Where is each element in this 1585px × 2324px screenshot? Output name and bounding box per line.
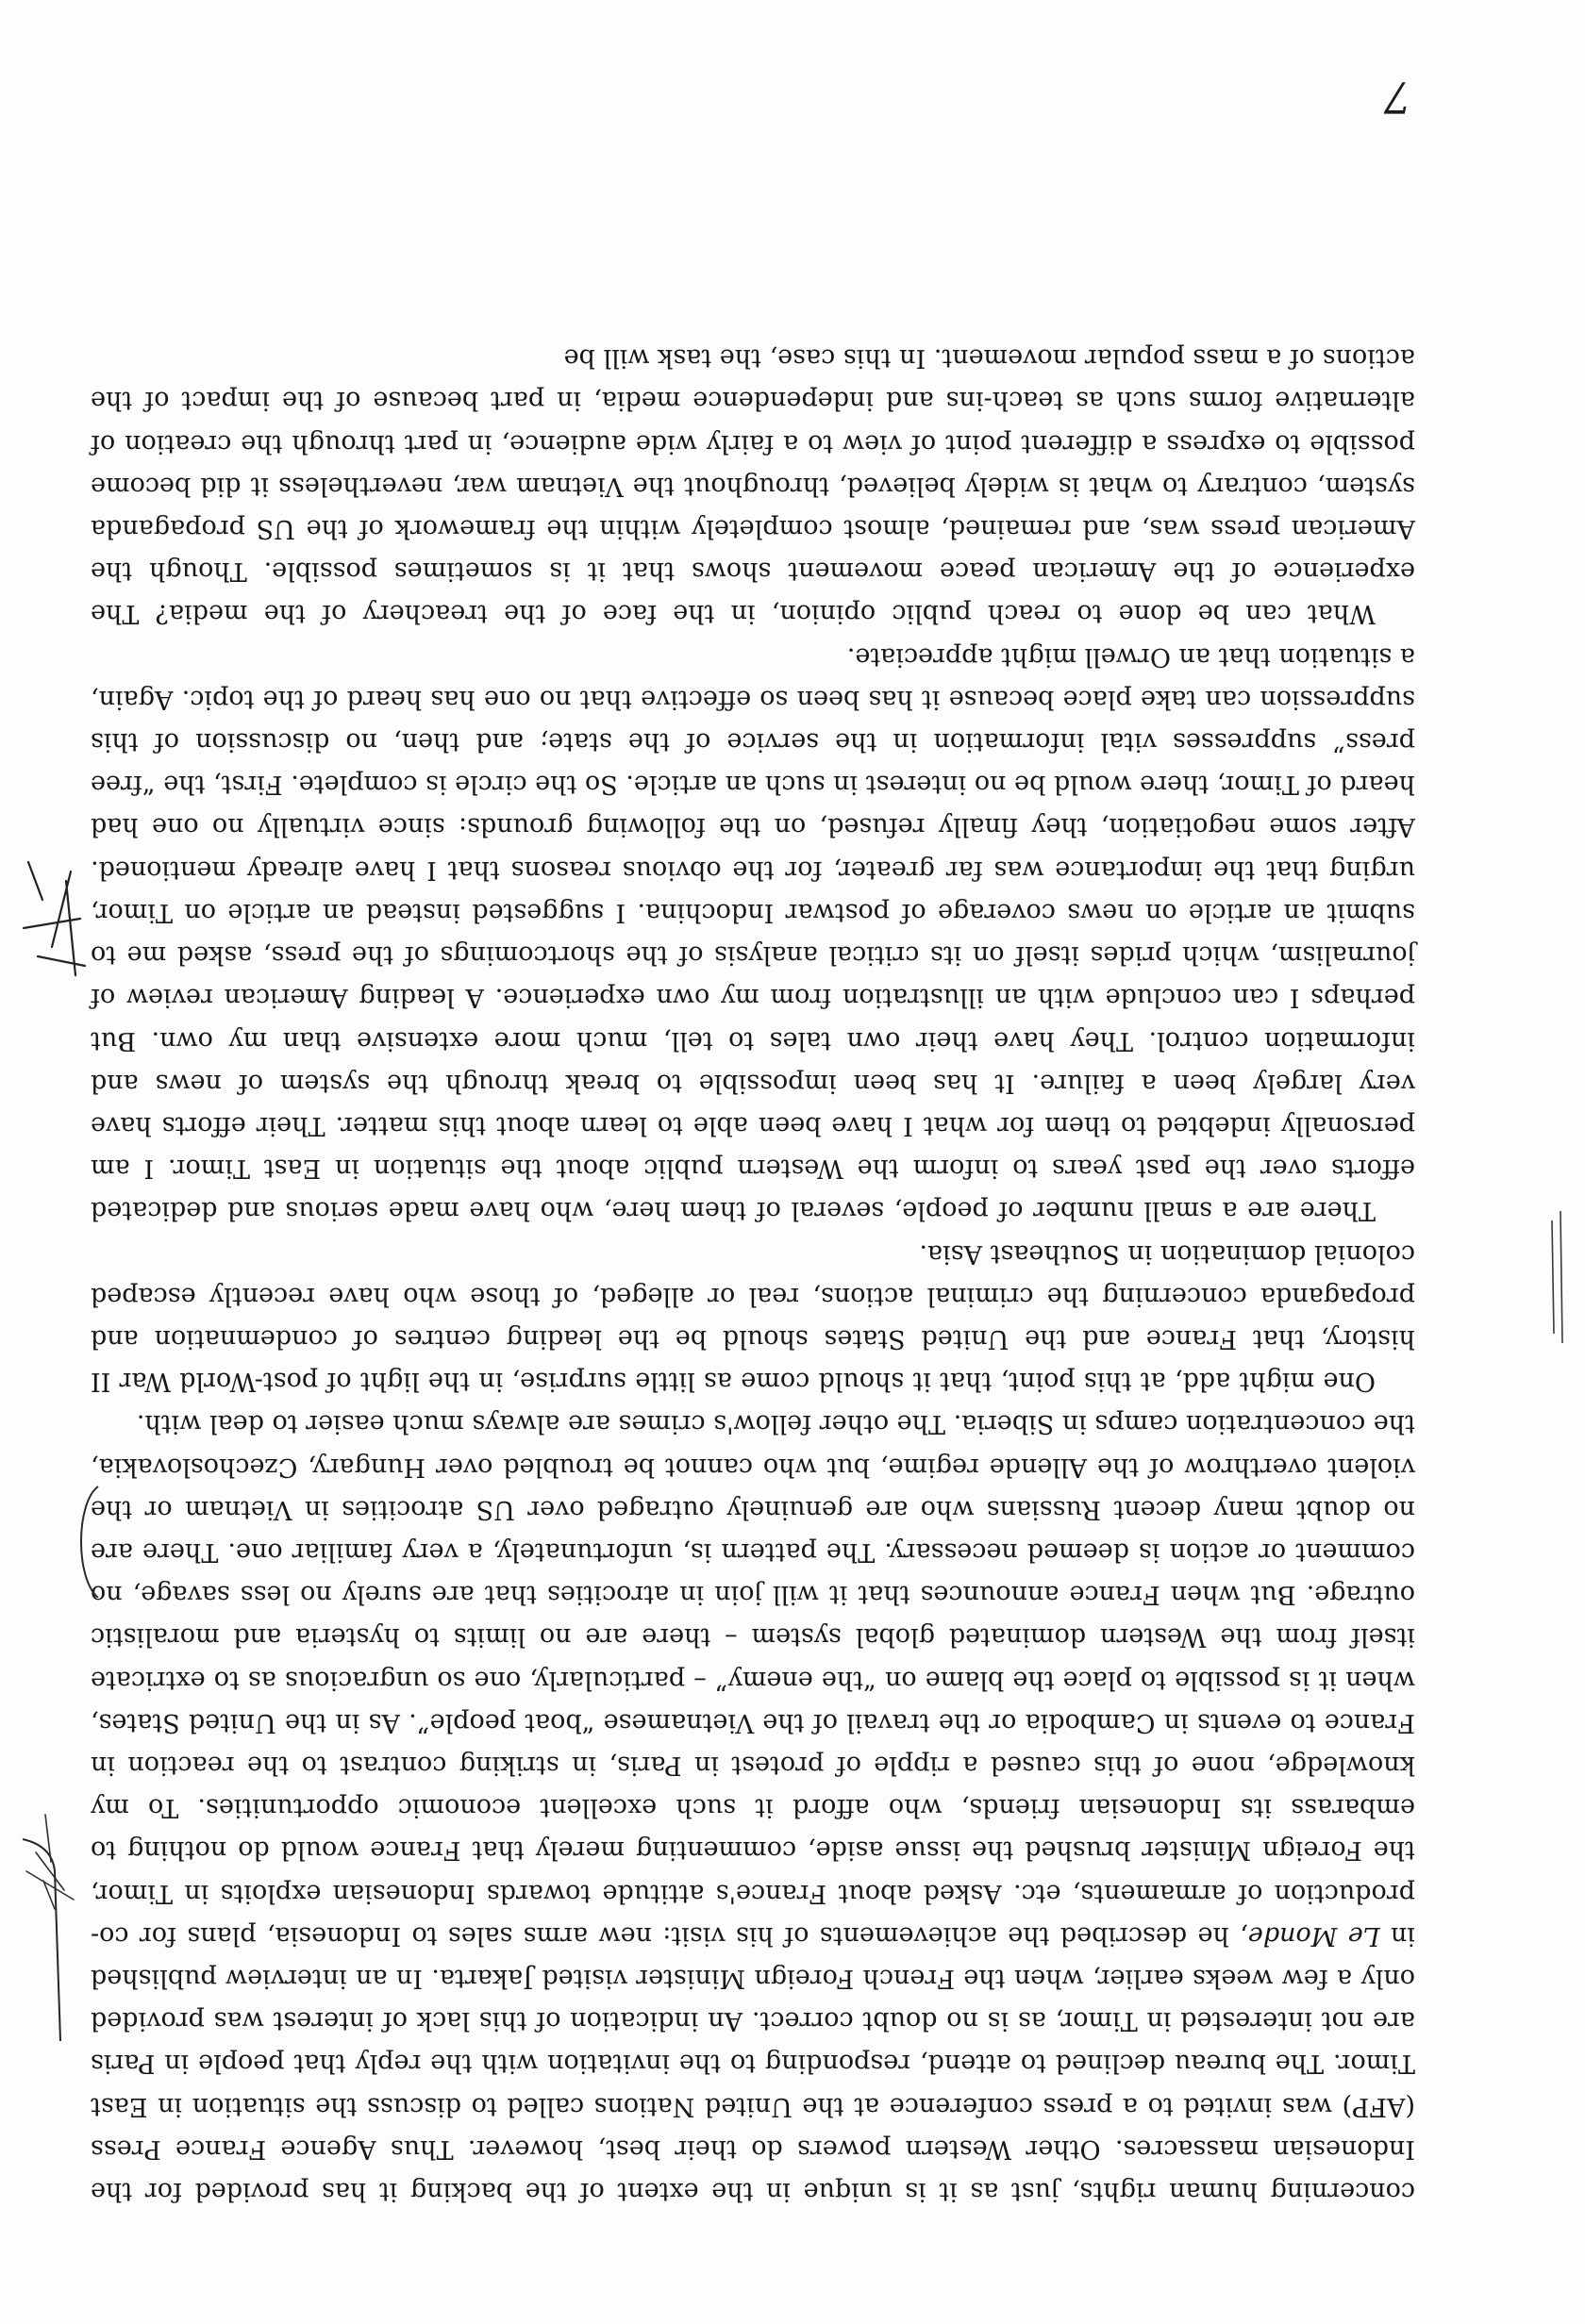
paragraph-4-text: What can be done to reach public opinion, in the face of the treachery of the media? The experience of the American peace movement shows that it is sometimes possible. Though the American press was, and remained, almost completely within the framework of the US propaganda system, contrary to what is widely believed, throughout the Vietnam war, nevertheless it did become possible to express a different point of view to a fairly wide audience, in part through the creation of alternative forms such as teach-ins and independence media, in part because of the impact of the actions of a mass popular movement. In this case, the task will be xyxy=(91,343,1415,629)
margin-annotation-double-line xyxy=(1547,1211,1566,1343)
paragraph-1-publication-title: Le Monde xyxy=(1247,1920,1380,1950)
paragraph-2 xyxy=(91,1232,1415,1403)
margin-annotation-initials xyxy=(9,853,94,985)
paragraph-1-text-b: , he described the achievements of his visit: new arms sales to Indonesia, plans for co-production of armaments, etc. Asked about France's attitude towards Indonesian exploits in Timor, the Foreign Minister brushed the issue aside, commenting merely that France would do nothing to embarass its Indonesian friends, who afford it such excellent economic opportunities. To my knowledge, none of this caused a ripple of protest in Paris, in striking contrast to the reaction in France to events in Cambodia or the travail of the Vietnamese “boat people”. As in the United States, when it is possible to place the blame on “the enemy” – particularly, one so ungracious as to extricate itself from the Western dominated global system – there are no limits to hysteria and moralistic outrage. But when France announces that it will join in atrocities that are surely no less savage, no comment or action is deemed necessary. The pattern is, unfortunately, a very familiar one. There are no doubt many decent Russians who are genuinely outraged over US atrocities in Vietnam or the violent overthrow of the Allende regime, but who cannot be troubled over Hungary, Czechoslovakia, the concentration camps in Siberia. The other fellow's crimes are always much easier to deal with. xyxy=(91,1409,1415,1950)
paragraph-4 xyxy=(91,337,1415,635)
paragraph-3-text: There are a small number of people, several of them here, who have made serious and dedicated efforts over the past years to inform the Western public about the situation in East Timor. I am personally indebted to them for what I have been able to learn about this matter. Their efforts have very largely been a failure. It has been impossible to break through the system of news and information control. They have their own tales to tell, much more extensive than my own. But perhaps I can conclude with an illustration from my own experience. A leading American review of journalism, which prides itself on its critical analysis of the shortcomings of the press, asked me to submit an article on news coverage of postwar Indochina. I suggested instead an article on Timor, urging that the importance was far greater, for the obvious reasons that I have already mentioned. After some negotiation, they finally refused, on the following grounds: since virtually no one had heard of Timor, there would be no interest in such an article. So the circle is complete. First, the “free press” suppresses vital information in the service of the state; and then, no discussion of this suppression can take place because it has been so effective that no one has heard of the topic. Again, a situation that an Orwell might appreciate. xyxy=(91,641,1415,1226)
paragraph-3 xyxy=(91,635,1415,1232)
paragraph-1 xyxy=(91,1403,1415,2213)
body-text xyxy=(91,337,1415,2213)
page-number: 7 xyxy=(1383,72,1411,123)
margin-annotation-bracket-lower xyxy=(47,1485,104,1598)
paragraph-2-text: One might add, at this point, that it should come as little surprise, in the light of post-World War II history, that France and the United States should be the leading centres of condemnation and propaganda concerning the criminal actions, real or alleged, of those who have recently escaped colonial domination in Southeast Asia. xyxy=(91,1238,1415,1397)
paragraph-1-text-a: concerning human rights, just as it is unique in the extent of the backing it has provided for the Indonesian massacres. Other Western powers do their best, however. Thus Agence France Press (AFP) was invited to a press conference at the United Nations called to discuss the situation in East Timor. The bureau declined to attend, responding to the invitation with the reply that people in Paris are not interested in Timor, as is no doubt correct. An indication of this lack of interest was provided only a few weeks earlier, when the French Foreign Minister visited Jakarta. In an interview published in xyxy=(91,1920,1415,2206)
margin-annotation-bracket-upper xyxy=(17,1834,64,2041)
